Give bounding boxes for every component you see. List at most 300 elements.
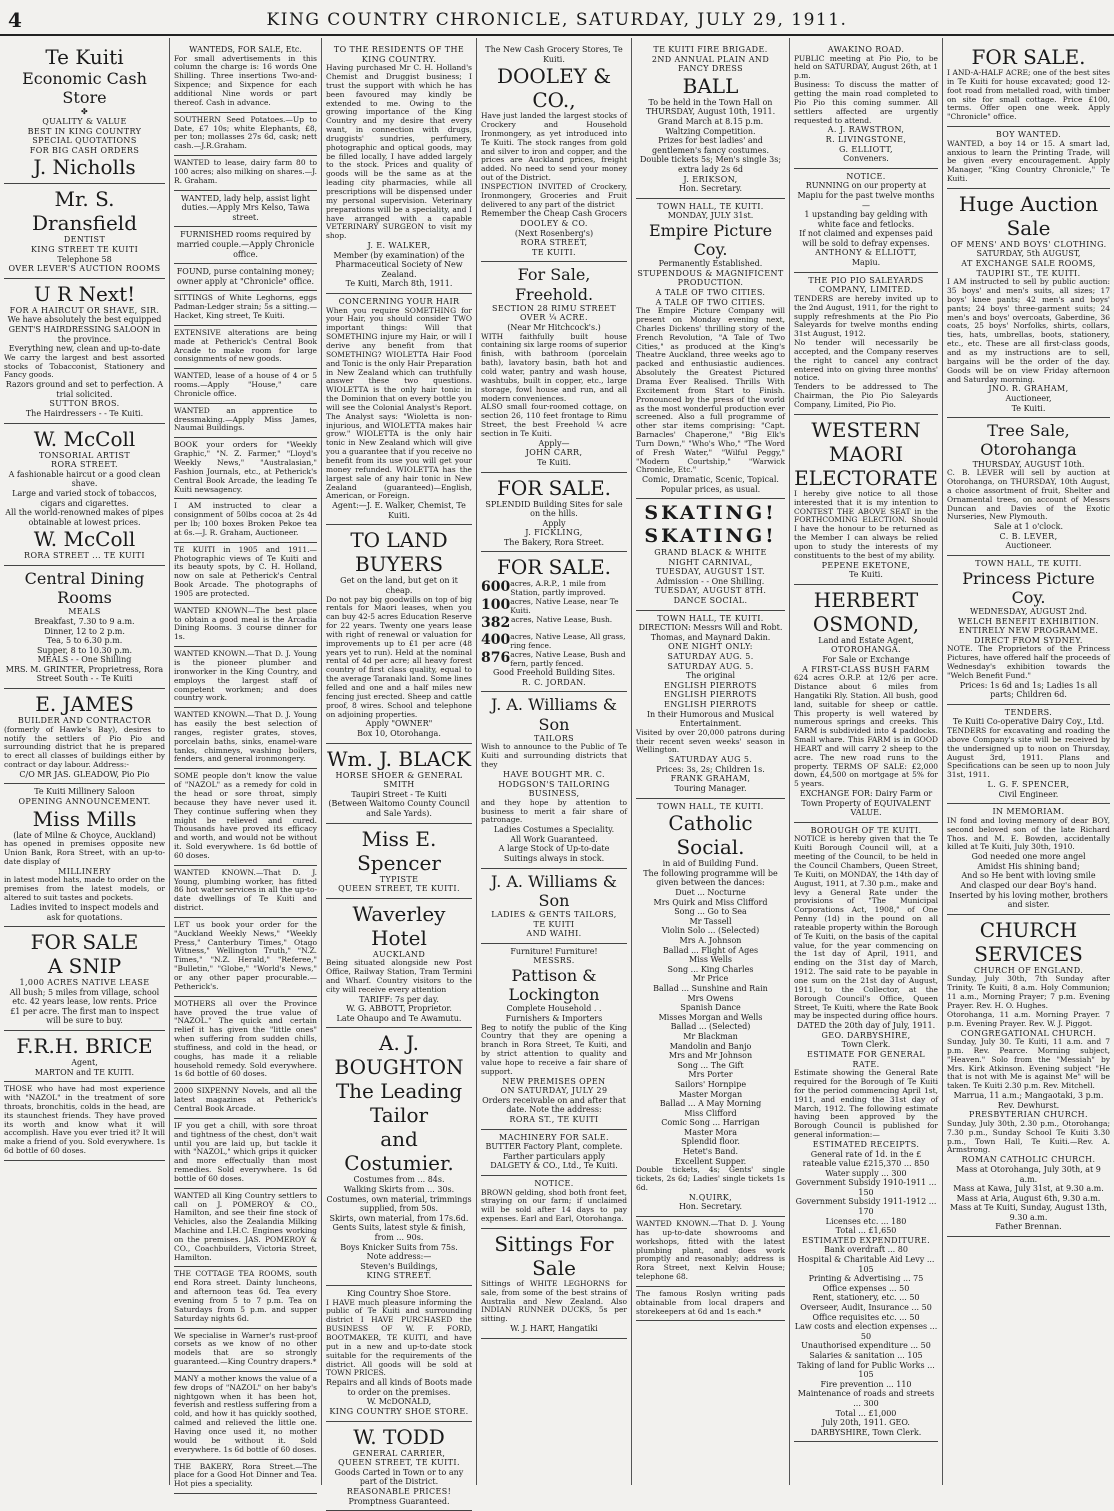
ad-line: BOY WANTED.	[995, 130, 1062, 140]
ad-line: A SNIP	[47, 954, 122, 979]
ad-line: SATURDAY AUG. 5.	[667, 661, 754, 671]
ad-line: Visited by over 20,000 patrons during their recent seven weeks' season in Wellington.	[636, 727, 785, 755]
ad-line: Master Morgan	[678, 1089, 743, 1099]
ad-line: Te Kuiti, March 8th, 1911.	[345, 279, 453, 289]
ad-line: Land and Estate Agent,	[818, 635, 914, 645]
ad-line: I hereby give notice to all those interested that it is my intention to CONTEST THE ABOVE SEAT in the FORTHCOMING ELECTION. Should I have the honour to be returned as the Member I can always be relied upon to study the interests of my constituents to the best of my ability.	[794, 488, 938, 560]
ad-line: SATURDAY, 5th AUGUST,	[976, 249, 1081, 259]
ad-w13	[174, 604, 317, 647]
ad-line: Sunday, July 30th, 7th Sunday after Trinity. Te Kuiti, 8 a.m. Holy Communion; 11 a.m., Morning Prayer; 7 p.m. Evening Prayer. Rev. H. O. Hughes.	[947, 974, 1110, 1010]
ad-line: Dinner, 12 to 2 p.m.	[44, 626, 125, 636]
ad-line: BROWN gelding, shod both front feet, straying on our farm; if unclaimed will be sold after 14 days to pay expenses. Earl and Earl, Otorohanga.	[481, 1187, 627, 1224]
ad-line: A. J. RAWSTRON,	[827, 125, 905, 135]
ad-line: Taking of land for Public Works ... 105	[797, 1360, 935, 1380]
ad-line: All bush; 5 miles from village, school	[9, 987, 160, 997]
acreage-figure: 382	[481, 615, 511, 632]
ad-line: TO LAND BUYERS	[350, 528, 448, 577]
ad-line: Unauthorised expenditure ... 50	[801, 1341, 931, 1351]
ad-line: And so He bent with loving smile	[961, 871, 1096, 881]
ad-line: SPECIAL QUOTATIONS	[32, 136, 137, 146]
column-1	[0, 38, 170, 1485]
ad-line: Touring Manager.	[674, 784, 747, 794]
ad-line: Office expenses ... 50	[822, 1283, 910, 1293]
ad-line: WANTEDS, FOR SALE, Etc.	[189, 45, 302, 54]
ad-line: NOTE. The Proprietors of the Princess Pictures, have offered half the proceeds of Wednesday's exhibition towards the "Welch Benefit Fund."	[947, 644, 1110, 680]
ad-line: TOWN HALL, TE KUITI.	[657, 801, 764, 811]
ad-memoriam	[947, 804, 1110, 915]
ad-line: Song ... King Charles	[667, 964, 754, 974]
acreage-description: acres, Native Lease, near Te Kuiti.	[510, 597, 619, 616]
ad-line: EXTENSIVE alterations are being made at Petherick's Central Book Arcade to make room for large consignments of new goods.	[174, 327, 317, 364]
ad-line: TONSORIAL ARTIST	[38, 450, 131, 460]
ad-line: C. B. LEVER will sell by auction at Otorohanga, on THURSDAY, 10th August, a choice assortment of fruit, Shelter and Ornamental trees, on account of Messrs Duncan and Davies of the Exotic Nurseries, New Plymouth.	[947, 468, 1110, 522]
ad-line: Mrs A. Johnson	[679, 936, 742, 945]
ad-line: MESSRS.	[533, 956, 575, 966]
ad-line: Being situated alongside new Post Office, Railway Station, Tram Termini and Wharf. Country visitors to the city will receive every attention	[326, 958, 472, 994]
ad-line: WESTERN MAORI	[811, 417, 921, 466]
ad-line: Sunday, July 30. Te Kuiti, 11 a.m. and 7 p.m. Rev. Pearce. Morning subject, "Heaven." Solo from the "Messiah" by Mrs. Kirk Atkinson. Evening subject "He that is not with Me is against Me" will be taken. Te Kuiti 2.30 p.m. Rev. Mitchell.	[947, 1037, 1110, 1091]
ad-line: Maintenance of roads and streets ... 300	[797, 1389, 935, 1408]
ad-notice-run	[794, 169, 938, 273]
ad-line: Miss Wells	[688, 955, 733, 965]
ad-line: FURNISHED rooms required by married couple.—Apply Chronicle office.	[176, 230, 315, 259]
ad-jordan	[481, 552, 627, 692]
ad-line: (Near Mr Hitchcock's.)	[507, 323, 601, 332]
ad-line: Business: To discuss the matter of getting the main road completed to Pio Pio this coming summer. All settlers affected are urgently requested to attend.	[794, 80, 938, 125]
ad-line: ESTIMATED RECEIPTS.	[812, 1139, 920, 1149]
ad-w23	[174, 1267, 317, 1328]
ad-line: OTOROHANGA.	[831, 645, 901, 655]
ad-line: Te Kuiti	[45, 45, 124, 69]
ad-line: W. McColl	[33, 527, 136, 552]
ad-line: Rent, stationery, etc. ... 50	[812, 1293, 920, 1303]
ad-for-sale-half-acre	[947, 42, 1110, 127]
ad-line: We have absolutely the best equipped	[7, 315, 162, 325]
ad-w6	[174, 291, 317, 326]
ad-line: Auctioneer.	[1005, 541, 1052, 551]
ad-line: Central Dining Rooms	[24, 568, 145, 608]
ad-line: Te Kuiti.	[537, 457, 571, 467]
ad-line: Mr Blackman	[683, 1031, 738, 1041]
ad-line: Te Kuiti.	[1011, 403, 1046, 413]
ad-line: TUESDAY, AUGUST 8TH.	[654, 586, 767, 596]
ad-line: ONE NIGHT ONLY:	[668, 642, 753, 652]
ad-line: L. G. F. SPENCER,	[987, 780, 1070, 790]
ad-line: FOR SALE.	[496, 555, 612, 580]
ad-line: WANTED KNOWN.—That D. J. Young, plumbing worker, has fitted 86 hot water services in all the up-to-date dwellings of Te Kuiti and district.	[174, 867, 317, 913]
acreage-description: acres, Native Lease, All grass, ring fence.	[510, 632, 626, 651]
ad-w9	[174, 404, 317, 439]
ad-line: NOTICE is hereby given that the Te Kuiti Borough Council will, at a meeting of the Council, to be held in the Council Chambers, Queen Street, Te Kuiti, on MONDAY, the 14th day of August, 1911, at 7.30 p.m., make and levy a General Rate under the provisions of "The Municipal Corporations Act, 1908," of One Penny (1d) in the pound on all rateable property within the Borough of Te Kuiti, on the basis of the capital value, for the year commencing on the 1st day of April, 1911, and ending on the 31st day of March, 1912. The said rate to be payable in one sum on the 21st day of August, 1911, to the Collector, at the Borough Council's Office, Queen Street, Te Kuiti, where the Rate Book may be inspected during office hours.	[794, 834, 938, 1021]
ad-princess	[947, 556, 1110, 705]
ad-line: Breakfast, 7.30 to 9 a.m.	[34, 616, 135, 626]
ad-line: QUALITY & VALUE	[42, 116, 127, 126]
ad-line: Everything new, clean and up-to-date	[8, 344, 161, 354]
ad-line	[481, 615, 627, 632]
ad-line: WANTED all King Country settlers to call on J. POMEROY & CO., Hamilton, and see their fine stock of Vehicles, also the Zealandia Milking Machine and I.H.C. Engines working on the premises. JAS. POMEROY & CO., Coachbuilders, Victoria Street, Hamilton.	[174, 1190, 317, 1262]
ad-line: For Sale, Freehold.	[514, 265, 594, 304]
ad-hair	[326, 294, 472, 525]
ad-osmond	[794, 585, 938, 823]
acreage-description: acres, Native Lease, Bush and fern, partly fenced.	[510, 650, 626, 669]
ad-line: God needed one more angel	[971, 852, 1086, 862]
ad-line: Mrs Owens	[687, 993, 734, 1003]
ad-line: Ballad ... A May Morning	[659, 1099, 762, 1109]
ad-line: FOR BIG CASH ORDERS	[29, 145, 140, 155]
ad-line: Tea, 5 to 6.30 p.m.	[46, 636, 123, 646]
ad-nazol-1	[4, 1082, 165, 1161]
ad-line: REASONABLE PRICES!	[346, 1486, 452, 1496]
ad-line: R. C. JORDAN.	[521, 677, 587, 687]
ad-line: Total ... £1,000	[835, 1408, 897, 1418]
ad-line: GRAND BLACK & WHITE	[654, 548, 767, 558]
ad-w26	[174, 1460, 317, 1495]
ad-line: Ladies invited to inspect models and ask for quotations.	[10, 902, 159, 922]
ad-line: Water supply ... 300	[825, 1168, 907, 1178]
ad-line: ANTHONY & ELLIOTT,	[815, 248, 917, 258]
ad-line: W. J. HART, Hangatiki	[510, 1324, 598, 1334]
ad-line: Razors ground and set to perfection. A trial solicited.	[5, 380, 164, 399]
ad-line: BOROUGH OF TE KUITI.	[810, 825, 922, 835]
ad-line: E. JAMES	[35, 692, 134, 717]
ad-line: MACHINERY FOR SALE.	[499, 1132, 609, 1142]
ad-black	[326, 744, 472, 824]
ad-line: MEALS - - One Shilling	[37, 655, 132, 665]
ad-line: MONDAY, JULY 31st.	[667, 211, 754, 221]
ad-e-james	[4, 689, 165, 784]
ad-line: I HAVE much pleasure informing the public of Te Kuiti and surrounding district I HAVE PURCHASED the BUSINESS OF W. F. FORD, BOOTMAKER, TE KUITI, and have put in a new and up-to-date stock suitable for the requirements of the district. All goods will be sold at TOWN PRICES.	[326, 1297, 472, 1378]
ad-fire-brigade	[636, 42, 785, 199]
ad-line: We carry the largest and best assorted stocks of Tobacconist, Stationery and Fancy goods.	[4, 352, 165, 380]
ad-line: DOOLEY & CO.	[520, 219, 588, 229]
ad-line: Ballad ... Sunshine and Rain	[653, 983, 768, 993]
ad-line: SKATING!	[644, 525, 777, 548]
ad-line: (late of Milne & Choyce, Auckland)	[13, 830, 156, 840]
ad-line: CONCERNING YOUR HAIR	[338, 297, 460, 307]
ad-line: A fashionable haircut or a good clean shave.	[8, 469, 161, 489]
ad-line: Mrs Quirk and Miss Clifford	[653, 897, 768, 907]
ad-line: Pattison & Lockington	[508, 965, 600, 1005]
ad-empire	[636, 199, 785, 500]
ad-line: The Bakery, Rora Street.	[503, 537, 605, 547]
ad-dooley	[481, 42, 627, 262]
ad-line: J. E. WALKER,	[367, 241, 431, 251]
ad-line: Do not pay big goodwills on top of big rentals for Maori leases, when you can buy 42-5 acres Education Reserve for 22 years. Twenty one years lease with right of renewal or valuation for improvements up to £1 per acre (48 years yet to run). Held at the nominal rental of 4d per acre; all heavy forest country of first class quality, equal to the average Taranaki land. Some lines felled and one and a half miles new fencing just erected. Sheep and cattle proof, 8 wires. School and telephone on adjoining properties.	[326, 594, 472, 719]
ad-line: HORSE SHOER & GENERAL SMITH	[335, 770, 463, 790]
ad-line: TENDERS are hereby invited up to the 2nd August, 1911, for the right to supply refreshments at the Pio Pio Saleyards for twelve months ending 31st August, 1912.	[794, 293, 938, 339]
ad-line: WANTED KNOWN.—That D. J. Young has easily the best selection of ranges, register grates, stoves, porcelain baths, sinks, enamel-ware tanks, chimneys, washing boilers, fenders, and general ironmongery.	[174, 710, 317, 764]
ad-line: SPLENDID Building Sites for sale on the hills.	[485, 499, 623, 519]
ad-line: ENGLISH PIERROTS	[664, 680, 757, 690]
ad-williams2	[481, 869, 627, 944]
column-2	[170, 38, 322, 1489]
ad-line: SATURDAY AUG 5.	[668, 755, 753, 765]
ad-line: AND WAIHI.	[526, 929, 582, 939]
ad-line: Admission - - One Shilling.	[656, 576, 765, 586]
ad-line: ALSO small four-roomed cottage, on section 26, 110 feet frontage to Rimu Street, the best Freehold ¼ acre section in Te Kuiti.	[481, 402, 627, 438]
ad-line: NEW PREMISES OPEN	[502, 1076, 606, 1086]
ad-line: Song ... Go to Sea	[674, 907, 747, 917]
ad-line: ROMAN CATHOLIC CHURCH.	[961, 1155, 1096, 1165]
ad-line: Duet ... Nocturne	[675, 888, 746, 898]
ad-line: Ballad ... (Selected)	[670, 1022, 751, 1032]
ad-line: (Between Waitomo County Council and Sale Yards).	[328, 799, 470, 818]
ad-line: The Hairdressers - - Te Kuiti.	[25, 409, 144, 418]
ad-line: I AND-A-HALF ACRE; one of the best sites in Te Kuiti for house excavated; good 12-foot road from metalled road, with timber on site for small cottage. Price £100, terms. Offer open one week. Apply "Chronicle" office.	[947, 68, 1110, 122]
ad-line: Huge Auction Sale	[958, 191, 1099, 240]
ad-line: MOTHERS all over the Province have proved the true value of "NAZOL." The quick and certain relief it has given the "little ones" when suffering from sudden chills, stuffiness, and cold in the head, or coughs, has made it a reliable household remedy. Sold everywhere. 1s 6d bottle of 60 doses.	[174, 998, 317, 1079]
ad-boy-wanted	[947, 127, 1110, 189]
ad-line: Get on the land, but get on it cheap.	[340, 576, 458, 595]
ad-line: OVER LEVER'S AUCTION ROOMS	[8, 264, 161, 274]
ad-line: Note address:—	[366, 1252, 432, 1262]
column-7	[943, 38, 1114, 1485]
ad-line: SUTTON BROS.	[49, 399, 120, 409]
ad-line: Sale at 1 o'clock.	[994, 522, 1063, 532]
ad-line: OF MENS' AND BOYS' CLOTHING.	[950, 239, 1107, 249]
ad-line: Agent,	[71, 1058, 98, 1068]
ad-w4	[174, 227, 317, 264]
ad-line: GENT'S HAIRDRESSING SALOON in the province.	[8, 324, 161, 344]
ad-line: Splendid floor.	[681, 1137, 740, 1147]
ad-line: ENTIRELY NEW PROGRAMME.	[958, 626, 1099, 636]
ad-line: JNO. R. GRAHAM,	[988, 384, 1069, 394]
ad-line: Hon. Secretary.	[678, 184, 743, 194]
ad-line: Boys Knicker Suits from 75s.	[340, 1242, 458, 1252]
ad-line: HERBERT OSMOND,	[812, 587, 920, 636]
ad-line: Comic Song ... Harrigan	[661, 1118, 760, 1128]
ad-line: Te Kuiti Co-operative Dairy Coy., Ltd.	[952, 717, 1105, 727]
ad-line: Member (by examination) of the Pharmaceutical Society of New Zealand.	[333, 250, 465, 279]
ad-line: TENDERS for excavating and roading the above Company's site will be received by the undersigned up to noon on Thursday, August 3rd, 1911. Plans and Specifications can be seen up to noon July 31st, 1911.	[947, 726, 1110, 780]
ad-freehold	[481, 262, 627, 472]
ad-line: Having purchased Mr C. H. Holland's Chemist and Druggist business; I trust the support with which he has been favoured may kindly be extended to me. Owing to the growing importance of the King Country and my desire that every want, in connection with drugs, druggists' sundries, perfumery, photographic and optical goods, may be filled locally, I have added largely to the stock. Prices and quality of goods will be the same as at the leading city pharmacies, while all prescriptions will be dispensed under my personal supervision. Veterinary preparations will be a speciality, and I have arranged with a capable VETERINARY SURGEON to visit my shop.	[326, 63, 472, 241]
ad-line: The New Cash Grocery Stores, Te Kuiti.	[485, 45, 623, 64]
ad-line: CONGREGATIONAL CHURCH.	[960, 1028, 1097, 1038]
ad-line: 2ND ANNUAL PLAIN AND FANCY DRESS	[651, 54, 770, 74]
ad-machinery	[481, 1130, 627, 1176]
ad-w20	[174, 1084, 317, 1119]
ad-sittings	[481, 1229, 627, 1339]
ad-line: Song ... The Gift	[677, 1060, 744, 1070]
ad-line: N.QUIRK,	[688, 1192, 733, 1202]
ad-line: W. McDONALD,	[366, 1397, 432, 1407]
ad-church	[947, 915, 1110, 1237]
ad-western-maori	[794, 415, 938, 585]
ad-line: FOUND, purse containing money; owner apply at "Chronicle" office.	[176, 267, 315, 286]
ad-line: Goods Carted in Town or to any part of the District.	[334, 1467, 464, 1487]
ad-line: If not claimed and expenses paid will be sold to defray expenses.	[799, 229, 933, 248]
ad-line: Wish to announce to the Public of Te Kuiti and surrounding districts that they	[481, 742, 627, 770]
ad-fickling	[481, 473, 627, 553]
ad-line: BALL	[682, 73, 739, 98]
ad-line: 624 acres O.R.P. at 12/6 per acre. Distance about 6 miles from Hangatiki Rly. Station. All bush, good land, suitable for sheep or cattle. This property is well watered by numerous springs and creeks. This FARM is subdivided into 4 paddocks. Small whare. This FARM is in GOOD HEART and will carry 2 sheep to the acre. The new road runs to the property. TERMS OF SALE: £2,000 down, £4,500 on mortgage at 5% for 5 years.	[794, 673, 938, 789]
ad-w8	[174, 369, 317, 404]
ad-line: DIRECT FROM SYDNEY.	[974, 635, 1083, 645]
ad-land-buyers	[326, 525, 472, 743]
ad-line: Double tickets, 4s; Gents' single tickets, 2s 6d; Ladies' single tickets 1s 6d.	[636, 1165, 785, 1192]
ad-line: The original	[685, 671, 736, 681]
ad-line: Te Kuiti.	[849, 570, 883, 580]
ad-line: A TALE OF TWO CITIES.	[655, 297, 766, 307]
ad-w25	[174, 1372, 317, 1460]
ad-line: TOWN HALL, TE KUITI.	[657, 613, 764, 623]
ad-line: SATURDAY AUG. 5.	[667, 652, 754, 661]
ad-line: Father Brennan.	[995, 1222, 1062, 1232]
ad-line: BUTTER Factory Plant, complete. Farther particulars apply	[485, 1142, 623, 1161]
ad-line: 1 upstanding bay gelding with white face and fetlocks.	[804, 210, 928, 229]
ad-line: Misses Morgan and Wells	[658, 1012, 763, 1022]
ad-line: WEDNESDAY, AUGUST 2nd.	[970, 606, 1087, 616]
ad-young-showroom	[636, 1217, 785, 1287]
ad-line: 1,000 ACRES NATIVE LEASE	[19, 978, 150, 988]
ad-line: TENDERS.	[1004, 707, 1053, 717]
ad-line: Law costs and election expenses ... 50	[794, 1322, 938, 1341]
ad-line: FOR A HAIRCUT OR SHAVE, SIR.	[9, 305, 160, 315]
ad-borough	[794, 823, 938, 1442]
ad-line: Estimate showing the General Rate required for the Borough of Te Kuiti for the period commencing April 1st, 1911, and ending the 31st day of March, 1912. The following estimate having been approved by the Borough Council is published for general information:—	[794, 1068, 938, 1140]
ad-line: SOUTHERN Seed Potatoes.—Up to Date, £7 10s; white Elephants, £8, per ton; mollasses 27s 6d, cask; nett cash.—J.R.Graham.	[174, 114, 317, 151]
ad-w10	[174, 438, 317, 499]
ad-line: OVER ¼ ACRE.	[519, 313, 588, 323]
ad-millinery	[4, 784, 165, 927]
ad-line: PRESBYTERIAN CHURCH.	[969, 1110, 1088, 1120]
ad-w18	[174, 918, 317, 997]
ad-line: Ladies Costumes a Speciality.	[493, 825, 615, 835]
ad-tree-sale	[947, 418, 1110, 556]
ad-line: DIRECTION: Messrs Will and Robt. Thomas, and Maynard Dakin.	[638, 623, 783, 642]
ad-line: G. ELLIOTT,	[839, 144, 893, 154]
ad-line: Costumes from ... 84s.	[353, 1175, 445, 1185]
ad-line: ON SATURDAY, JULY 29	[500, 1086, 608, 1096]
ad-line: TE KUITI	[533, 919, 575, 929]
ad-line: Mass at Kawa, July 31st, at 9.30 a.m.	[953, 1184, 1104, 1194]
ad-line: RUNNING on our property at Mapiu for the past twelve months—	[797, 181, 935, 210]
ad-line: KING COUNTRY SHOE STORE.	[329, 1406, 469, 1416]
ad-line: Apply "OWNER"	[365, 719, 433, 729]
ad-line: TOWN HALL, TE KUITI.	[657, 201, 764, 211]
ad-line: GEO. DARBYSHIRE,	[821, 1030, 911, 1040]
ad-line: I AM instructed to clear a consignment of 50lbs cocoa at 2s 4d per lb; 100 boxes Broken Pekoe tea at 6s.—J. R. Graham, Auctioneer.	[174, 501, 317, 537]
ad-line: Auctioneer,	[1005, 393, 1052, 403]
ad-line: Orders receivable on and after that date. Note the address:	[482, 1095, 626, 1115]
ad-line: WANTED, lease of a house of 4 or 5 rooms.—Apply "House," care Chronicle office.	[174, 371, 317, 398]
ad-line: Sailors' Hornpipe	[674, 1079, 747, 1089]
ad-roslyn	[636, 1287, 785, 1322]
ad-line: £1 per acre. The first man to inspect	[10, 1006, 159, 1016]
ad-line: W. G. ABBOTT, Proprietor.	[346, 1004, 452, 1014]
ad-line: Waltzing Competition.	[665, 126, 756, 136]
ad-line: Mrs Porter	[688, 1070, 733, 1080]
ad-line: Mass at Aria, August 6th, 9.30 a.m.	[956, 1193, 1101, 1203]
ad-line: WITH faithfully built house containing six large rooms of superior finish, with bathroom (porcelain bath), lavatory basin, bath hot and cold water, pantry and wash house, washtubs, built in copper, etc., large storage, fowl house and run, and all modern conveniences.	[481, 331, 627, 403]
ad-line: The following programme will be given between the dances:	[643, 868, 778, 888]
ad-line: RORA ST., TE KUITI	[509, 1114, 599, 1124]
page-number: 4	[8, 8, 22, 32]
acreage-figure: 400	[481, 632, 511, 649]
ad-w2	[174, 156, 317, 191]
ad-line: For small advertisements in this column the charge is: 16 words One Shilling. Three insertions Two-and-Sixpence; and Sixpence for each additional Nine words or part thereof. Cash in advance.	[174, 53, 317, 107]
ad-line: Salaries & sanitation ... 105	[809, 1350, 923, 1360]
ad-line: Miss Mills	[32, 806, 137, 831]
ad-line: FRANK GRAHAM,	[670, 774, 751, 784]
ad-line: Large and varied stock of tobaccos, cigars and cigarettes.	[12, 488, 157, 508]
ad-line: ✤	[80, 107, 89, 117]
ad-line: ENGLISH PIERROTS	[664, 690, 757, 700]
ad-boughton	[326, 1028, 472, 1286]
ad-line: WANTED, a boy 14 or 15. A smart lad, anxious to learn the Printing Trade, will be given every encouragement. Apply Manager, "King Country Chronicle," Te Kuiti.	[947, 138, 1110, 184]
ad-line: Costumes, own material, trimmings supplied, from 50s.	[326, 1194, 472, 1214]
ad-line: TAILORS	[533, 733, 574, 743]
ad-line: Beg to notify the public of the King Country that they are opening a branch in Rora Street, Te Kuiti, and by strict attention to quality and value hope to receive a fair share of support.	[481, 1022, 627, 1076]
ad-line: GENERAL CARRIER,	[352, 1448, 446, 1458]
ad-line: MRS. M. GRINTER, Proprietress, Rora Street South - - Te Kuiti	[5, 664, 164, 684]
ad-line: Bank overdraft ... 80	[824, 1245, 908, 1255]
acreage-figure: 600	[481, 579, 511, 596]
ad-auction	[947, 189, 1110, 418]
ad-line: Government Subsidy 1911-1912 ... 170	[795, 1197, 937, 1217]
ad-williams1	[481, 692, 627, 868]
ad-line: and they hope by attention to business to merit a fair share of patronage.	[481, 797, 627, 825]
ad-line: Ballad ... Flight of Ages	[662, 945, 759, 955]
ad-line: DANCE SOCIAL.	[673, 596, 748, 606]
ad-line: I AM instructed to sell by public auction: 35 boys' and men's suits, all sizes; 17 boys' knee pants; 42 men's and boys' pants; 24 boys' three-garment suits; 24 men's and boys' overcoats, Gaberdine, 36 coats, 25 boys' Norfolks, shirts, collars, ties, hats, umbrellas, boots, stationery, etc., etc. These are all first-class goods, and as my instructions are to sell, bargains will be the order of the day. Goods will be on view Friday afternoon and Saturday morning.	[947, 277, 1110, 384]
ad-line: Complete Household . .	[506, 1004, 602, 1014]
ad-line: AUCKLAND	[372, 949, 426, 959]
ad-line: HAVE BOUGHT MR. C. HODGSON'S TAILORING BUSINESS,	[498, 769, 610, 799]
ad-line: Good Freehold Building Sites.	[492, 668, 615, 678]
ad-line: Hetet's Band.	[682, 1147, 739, 1157]
ad-line: DATED the 20th day of July, 1911.	[796, 1021, 936, 1031]
ad-pattison	[481, 944, 627, 1130]
ad-line: Prices: 1s 6d and 1s; Ladies 1s all parts; Children 6d.	[959, 680, 1098, 700]
ad-line: Miss E. Spencer	[357, 826, 441, 875]
ad-line: FOR SALE.	[971, 45, 1086, 69]
ad-line: A large Stock of Up-to-date Suitings always in stock.	[498, 844, 610, 864]
ad-line: SKATING!	[644, 502, 777, 525]
ad-line: General rate of 1d. in the £ rateable value £215,370 ... 850	[802, 1149, 930, 1169]
ad-line: Hon. Secretary.	[678, 1202, 743, 1212]
ad-line: BOOK your orders for "Weekly Graphic," "N. Z. Farmer," "Lloyd's Weekly News," "Australasian," Fashion Journals, etc., at Petherick's Central Book Arcade, the leading Te Kuiti newsagency.	[174, 440, 317, 494]
ad-line: To be held in the Town Hall on THURSDAY, August 10th, 1911.	[645, 97, 776, 117]
ad-line: Gents Suits, latest style & finish, from ... 90s.	[332, 1223, 466, 1243]
ad-mr-dransfield	[4, 184, 165, 278]
ad-line: Apply—	[538, 438, 570, 448]
ad-line: A TALE OF TWO CITIES.	[655, 288, 766, 298]
ad-line: DOOLEY & CO.,	[496, 64, 612, 113]
ad-u-r-next	[4, 279, 165, 424]
ad-line: Waverley Hotel	[352, 901, 446, 950]
ad-line: SOME people don't know the value of "NAZOL" as a remedy for cold in the head or sore throat, simply because they have never used it. They continue suffering when they might be relieved and cured. Thousands have proved its efficacy and worth, and would not be without it. Sold everywhere. 1s 6d bottle of 60 doses.	[174, 771, 317, 860]
ad-line: THURSDAY, AUGUST 10th.	[972, 459, 1085, 469]
ad-line: Spanish Dance	[680, 1003, 741, 1013]
ad-line: TAUPIRI ST., TE KUITI.	[976, 268, 1081, 278]
ad-line: INSPECTION INVITED of Crockery, Ironmongery, Groceries and Fruit delivered to any part of the district	[481, 181, 627, 209]
ad-line: ESTIMATED EXPENDITURE.	[801, 1235, 931, 1245]
ad-line: BEST IN KING COUNTRY	[27, 126, 142, 136]
ad-line: THE PIO PIO SALEYARDS COMPANY, LIMITED.	[808, 275, 924, 295]
ad-line: (formerly of Hawke's Bay), desires to notify the settlers of Pio Pio and surrounding district that he is prepared to erect all classes of buildings either by contract or day labour. Address:-	[4, 724, 165, 770]
ad-line: IN MEMORIAM.	[992, 807, 1065, 817]
ad-w14	[174, 647, 317, 708]
ad-line: Late Ohaupo and Te Awamutu.	[336, 1013, 462, 1023]
ad-line: Total ... £1,650	[835, 1226, 897, 1236]
ad-frh-brice	[4, 1031, 165, 1082]
column-5	[632, 38, 790, 1485]
ad-line: Wm. J. BLACK	[326, 746, 472, 771]
ad-walker	[326, 42, 472, 294]
ad-w-mccoll	[4, 424, 165, 566]
